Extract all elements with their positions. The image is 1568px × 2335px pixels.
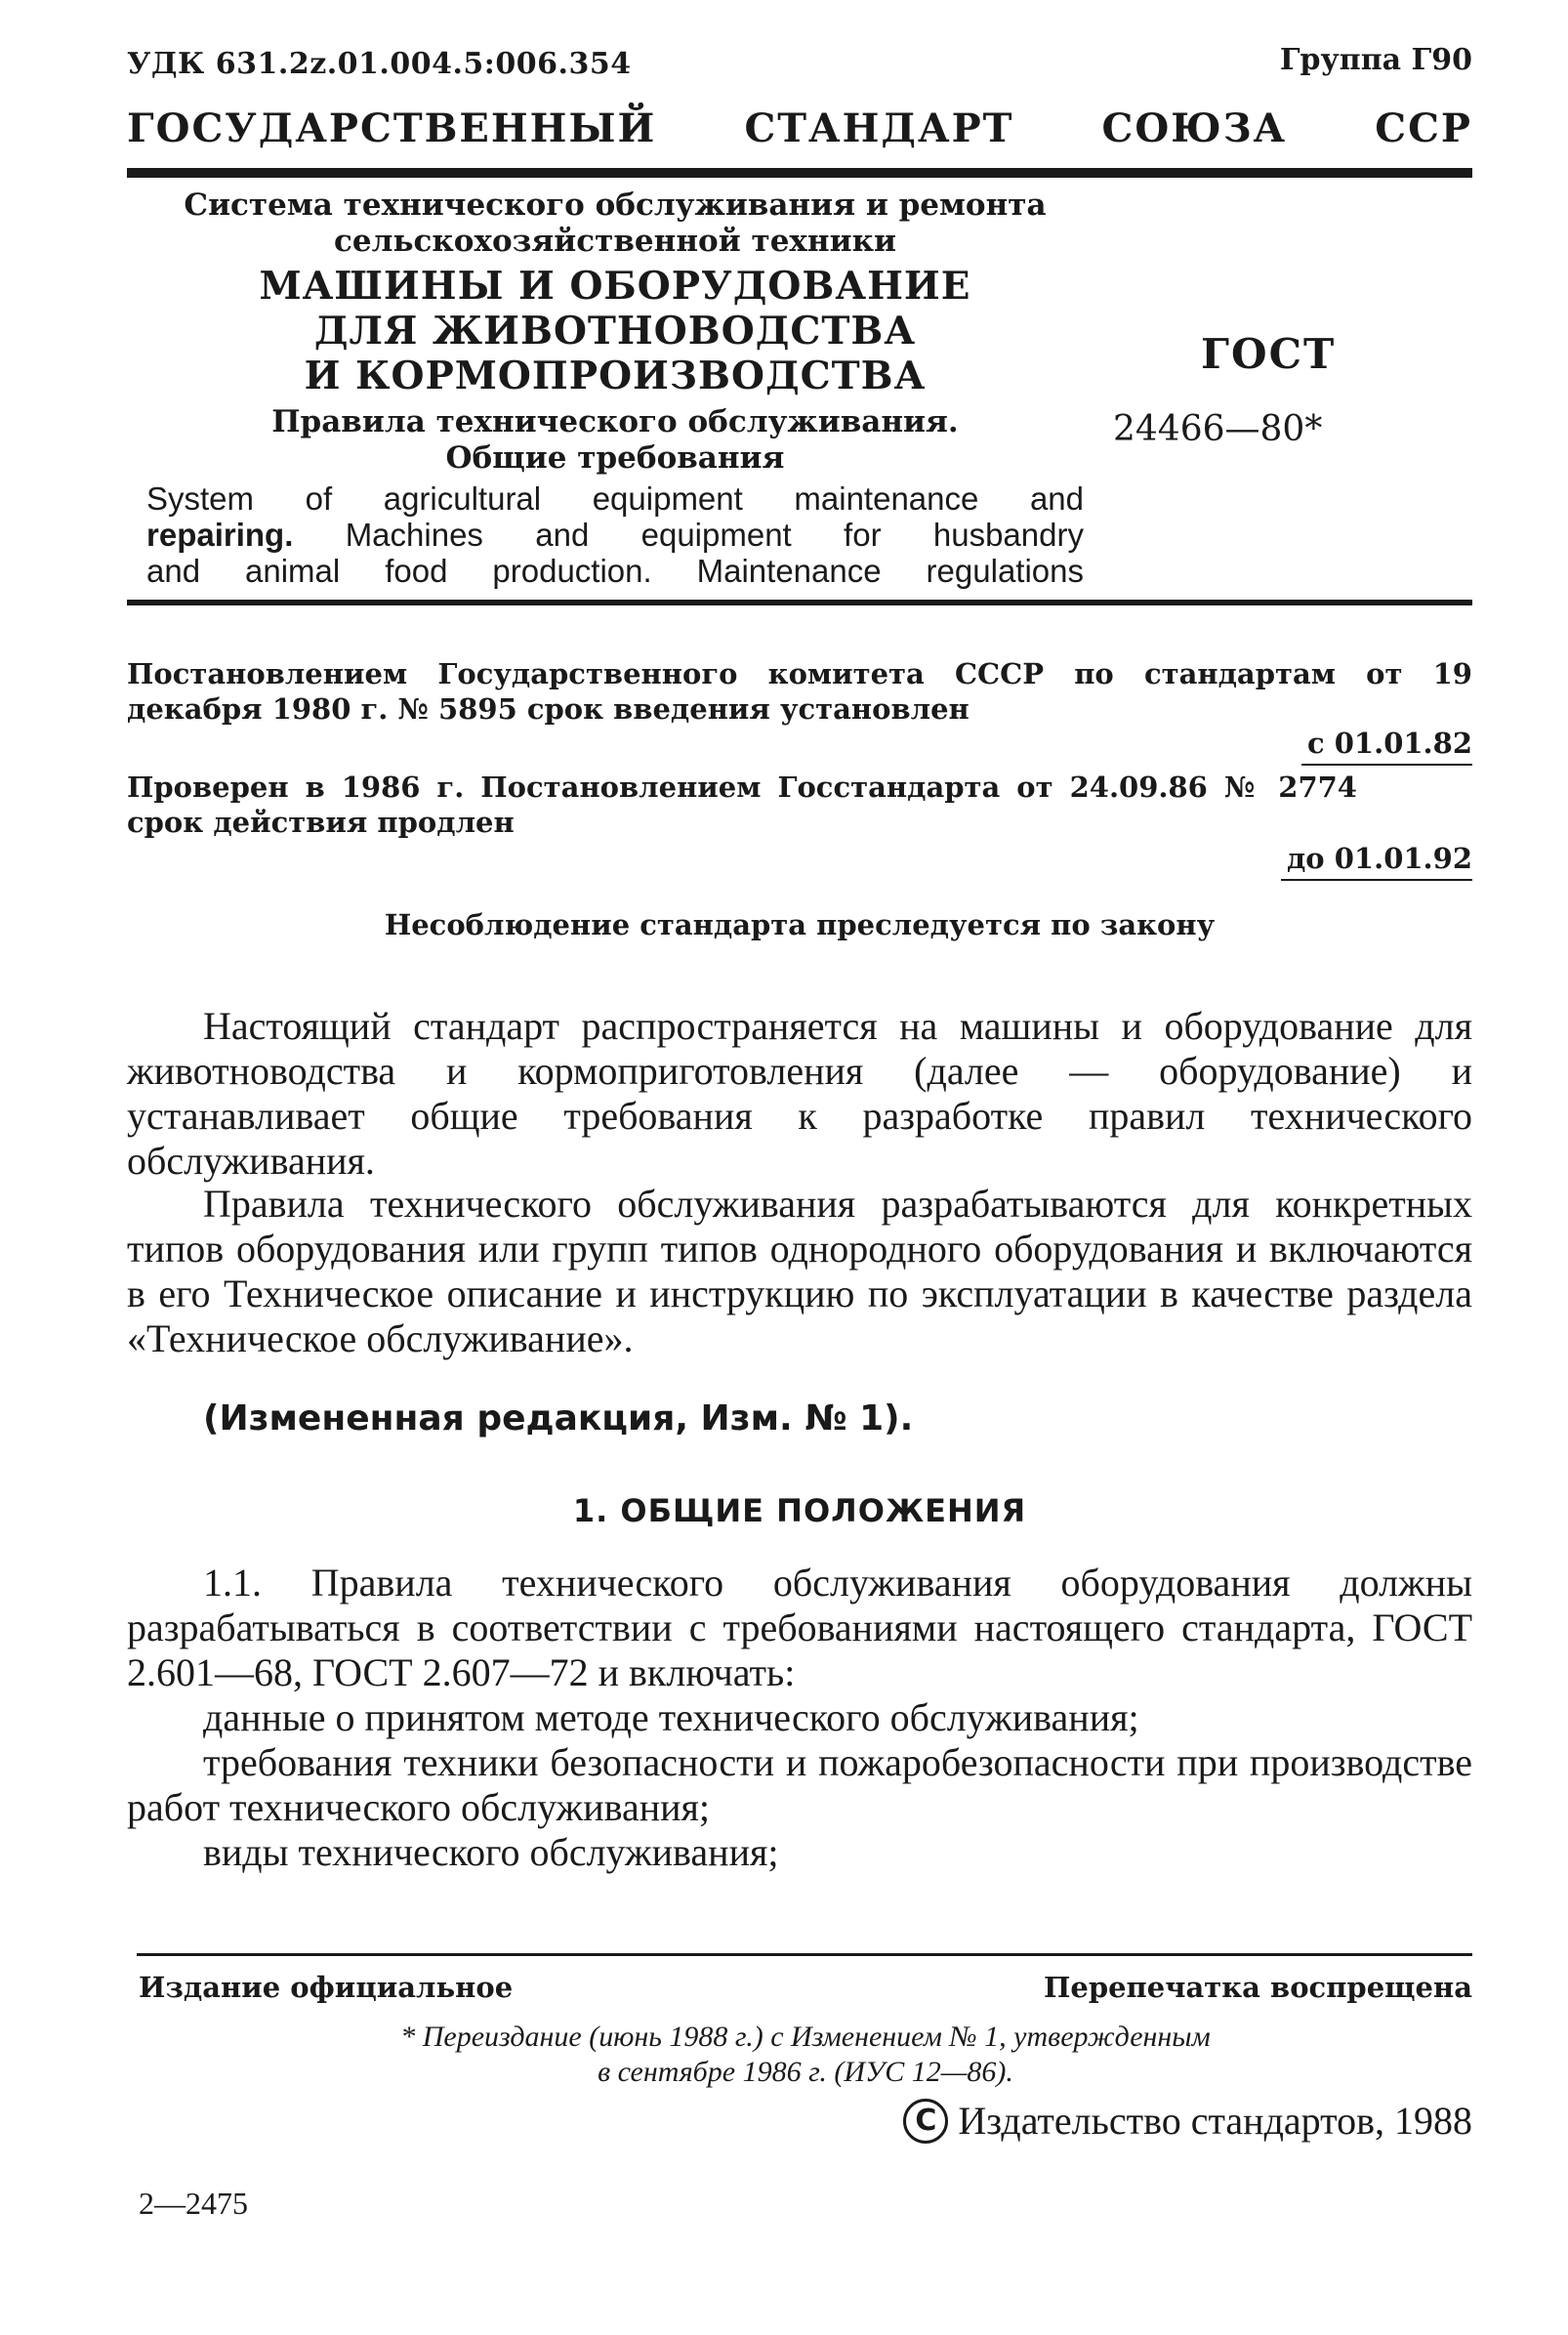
expiry-date: до 01.01.92	[1281, 842, 1472, 881]
system-line-2: сельскохозяйственной техники	[334, 224, 896, 259]
publisher-name: Издательство стандартов, 1988	[958, 2099, 1472, 2143]
udk-code: УДК 631.2z.01.004.5:006.354	[127, 47, 632, 81]
copyright-icon: C	[903, 2099, 948, 2144]
page-code: 2—2475	[139, 2186, 248, 2221]
decree-introduction: Постановлением Государственного комитета СССР по стандартам от 19 декабря 1980 г. № 5895 срок введения установлен	[127, 657, 1472, 726]
standard-name-line-3: И КОРМОПРОИЗВОДСТВА	[304, 354, 927, 398]
gost-label: ГОСТ	[1201, 330, 1337, 378]
section-title: 1. ОБЩИЕ ПОЛОЖЕНИЯ	[572, 1492, 1027, 1529]
edition-label: Издание официальное	[139, 1971, 514, 2004]
list-item: требования техники безопасности и пожаробезопасности при производстве работ технического обслуживания;	[127, 1740, 1472, 1829]
top-rule-divider	[127, 168, 1472, 178]
effective-date: с 01.01.82	[1301, 727, 1472, 766]
legal-warning: Несоблюдение стандарта преследуется по закону	[384, 908, 1216, 941]
rules-line-1: Правила технического обслуживания.	[271, 404, 959, 439]
list-item	[127, 1830, 1472, 1875]
list-item-text: данные о принятом методе технического обслуживания;	[203, 1695, 1139, 1739]
reissue-note	[244, 2020, 1367, 2090]
publisher-line	[903, 2098, 1472, 2144]
english-line-2-rest: Machines and equipment for husbandry	[293, 517, 1084, 553]
gost-designation	[1113, 330, 1425, 449]
title-block	[127, 188, 1103, 589]
rules-paragraph: Правила технического обслуживания разрабатываются для конкретных типов оборудования или групп типов однородного оборудования и включаются в его Техническое описание и инструкцию по эксплуатации в качестве раздела «Техническое обслуживание».	[127, 1182, 1472, 1360]
amendment-note: (Измененная редакция, Изм. № 1).	[203, 1398, 914, 1439]
english-title-line-1: System of agricultural equipment maintenance and	[146, 480, 1084, 517]
decree-extension: Проверен в 1986 г. Постановлением Госстандарта от 24.09.86 № 2774 срок действия продлен	[127, 771, 1357, 839]
english-bold-word: repairing.	[146, 517, 294, 553]
footer-rule-divider	[137, 1953, 1472, 1956]
system-line-1: Система технического обслуживания и ремонта	[184, 188, 1047, 223]
standard-name-line-1: МАШИНЫ И ОБОРУДОВАНИЕ	[259, 264, 971, 309]
gost-number: 24466—80*	[1113, 409, 1323, 449]
standard-name-line-2: ДЛЯ ЖИВОТНОВОДСТВА	[313, 309, 917, 354]
middle-rule-divider	[127, 600, 1472, 605]
english-title-line-2	[146, 517, 1084, 553]
scope-paragraph: Настоящий стандарт распространяется на машины и оборудование для животноводства и кормоприготовления (далее — оборудование) и устанавливает общие требования к разработке правил технического обслуживания.	[127, 1004, 1472, 1183]
reissue-line-2: в сентябре 1986 г. (ИУС 12—86).	[598, 2056, 1013, 2088]
state-standard-title: ГОСУДАРСТВЕННЫЙ СТАНДАРТ СОЮЗА ССР	[127, 105, 1472, 151]
rules-line-2: Общие требования	[445, 440, 785, 476]
list-item-text: виды технического обслуживания;	[203, 1830, 779, 1874]
list-item	[127, 1695, 1472, 1740]
english-title-line-3: and animal food production. Maintenance regulations	[146, 553, 1084, 589]
reprint-notice: Перепечатка воспрещена	[1043, 1971, 1472, 2004]
reissue-line-1: * Переиздание (июнь 1988 г.) с Изменением № 1, утвержденным	[400, 2021, 1211, 2053]
clause-1-1: 1.1. Правила технического обслуживания оборудования должны разрабатываться в соответствии с требованиями настоящего стандарта, ГОСТ 2.601—68, ГОСТ 2.607—72 и включать:	[127, 1561, 1472, 1694]
group-code: Группа Г90	[1279, 43, 1472, 77]
